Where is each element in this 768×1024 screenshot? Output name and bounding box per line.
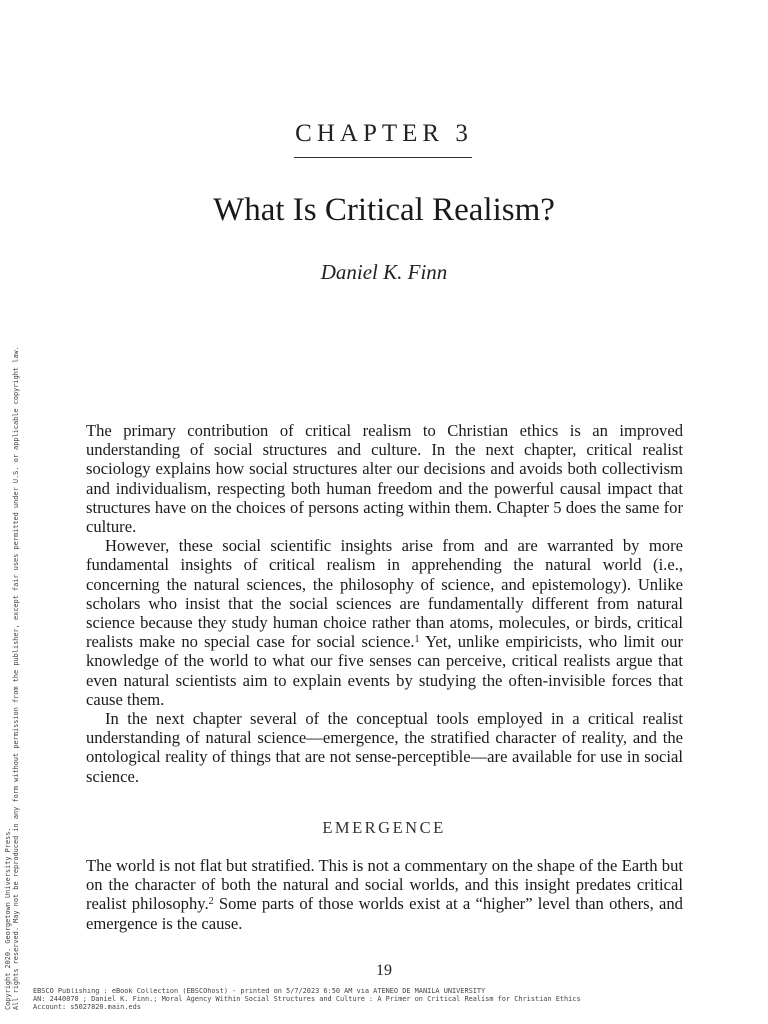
paragraph-text: Some parts of those worlds exist at a “higher” level than others, and emergence is the cause. (86, 894, 683, 933)
copyright-line: All rights reserved. May not be reproduced in any form without permission from the publisher, except fair uses permitted under U.S. or applicable copyright law. (12, 346, 20, 1010)
copyright-notice (4, 320, 20, 1010)
paragraph-text: The world is not flat but stratified. This is not a commentary on the shape of the Earth but on the character of both the natural and social worlds, and this insight predates critical realist philosophy. (86, 856, 683, 914)
copyright-line: Copyright 2020. Georgetown University Press. (4, 827, 12, 1010)
chapter-rule (294, 157, 472, 158)
emergence-section (86, 856, 683, 933)
section-heading: EMERGENCE (322, 818, 446, 837)
intro-section (86, 421, 683, 786)
chapter-label: CHAPTER 3 (295, 120, 473, 147)
paragraph: The primary contribution of critical realism to Christian ethics is an improved understanding of social structures and culture. In the next chapter, critical realist sociology explains how social structures alter our decisions and avoids both collectivism and individualism, respecting both human freedom and the powerful causal impact that structures have on the choices of persons acting within them. Chapter 5 does the same for culture. (86, 421, 683, 537)
page-number: 19 (376, 962, 392, 979)
paragraph (86, 536, 683, 709)
paragraph: In the next chapter several of the conceptual tools employed in a critical realist understanding of natural science—emergence, the stratified character of reality, and the ontological reality of things that are not sense-perceptible—are available for use in social science. (86, 709, 683, 786)
chapter-title: What Is Critical Realism? (213, 192, 555, 228)
footnote-marker[interactable]: 2 (208, 896, 214, 908)
paragraph-text: However, these social scientific insights arise from and are warranted by more fundamental insights of critical realism in apprehending the natural world (i.e., concerning the natural sciences, the philosophy of science, and epistemology). Unlike scholars who insist that the social sciences are fundamentally different from natural science because they study human choice rather than atoms, molecules, or birds, critical realists make no special case for social science. (86, 536, 683, 652)
footer-line: Account: s5027820.main.eds (33, 1002, 141, 1011)
footer-line: AN: 2440070 ; Daniel K. Finn.; Moral Agency Within Social Structures and Culture : A Primer on Critical Realism for Christian Ethics (33, 994, 581, 1003)
paragraph (86, 856, 683, 933)
footer-line: EBSCO Publishing : eBook Collection (EBSCOhost) - printed on 5/7/2023 6:50 AM via ATENEO DE MANILA UNIVERSITY (33, 988, 486, 995)
footnote-marker[interactable]: 1 (414, 634, 420, 646)
author-name: Daniel K. Finn (320, 260, 448, 284)
ebsco-footer (33, 988, 763, 1011)
paragraph-text: Yet, unlike empiricists, who limit our knowledge of the world to what our five senses can perceive, critical realists argue that even natural scientists aim to explain events by studying the often-invisible forces that cause them. (86, 632, 683, 709)
